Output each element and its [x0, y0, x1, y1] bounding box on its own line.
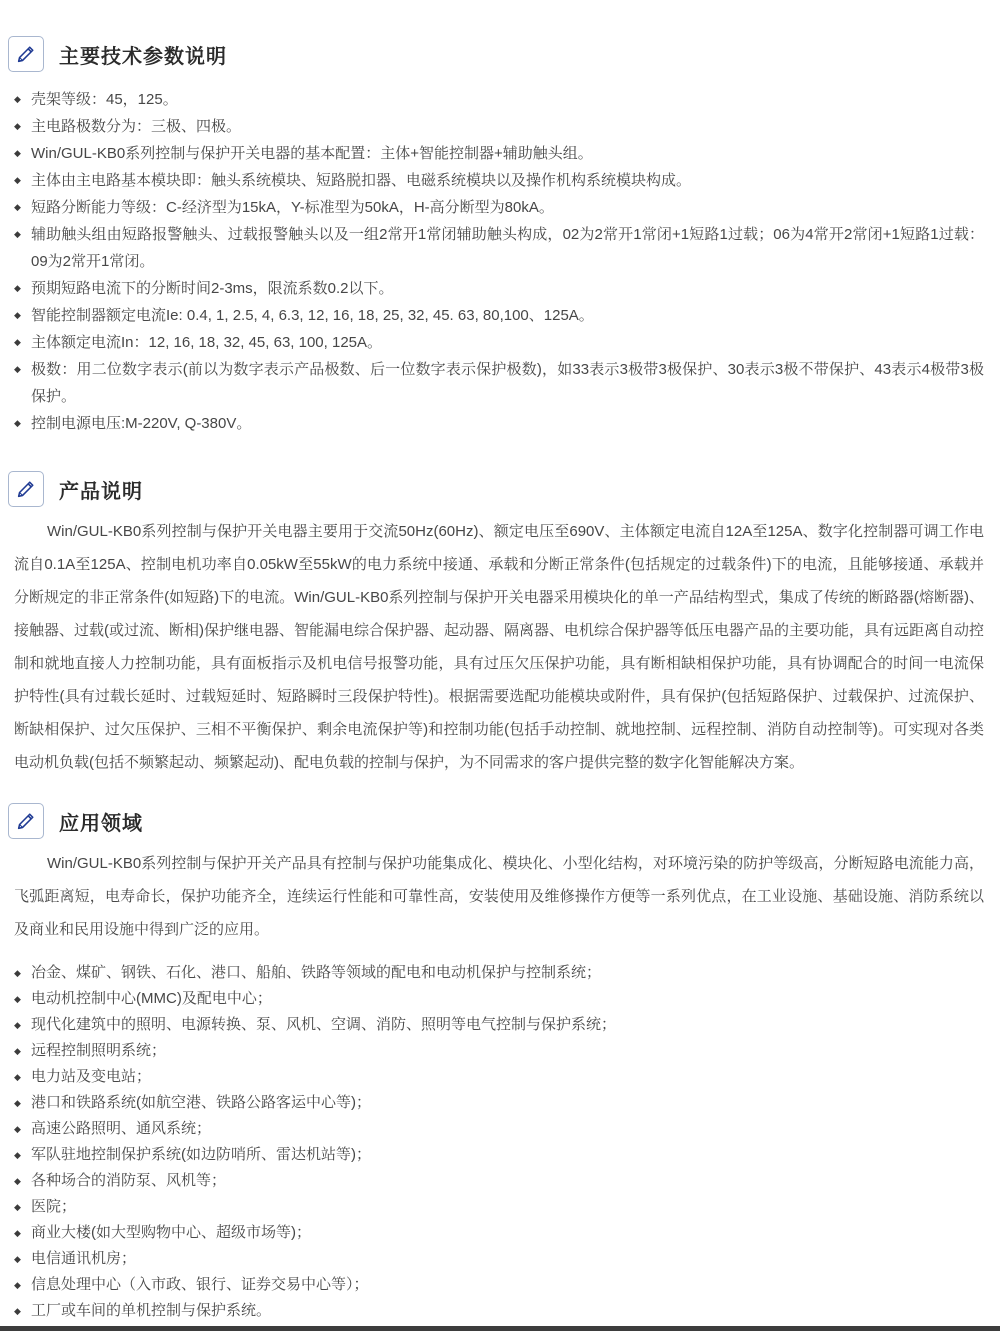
- diamond-bullet-icon: ◆: [14, 1280, 21, 1290]
- tech-params-list: [8, 86, 988, 437]
- bullet-text: 主体额定电流In：12, 16, 18, 32, 45, 63, 100, 125A。: [31, 334, 383, 351]
- list-item: [14, 221, 984, 275]
- diamond-bullet-icon: ◆: [14, 310, 21, 320]
- bullet-text: 军队驻地控制保护系统(如边防哨所、雷达机站等)；: [31, 1146, 371, 1163]
- bullet-text: 信息处理中心（入市政、银行、证券交易中心等）；: [31, 1276, 369, 1293]
- pencil-icon: [8, 36, 44, 72]
- bullet-text: 极数：用二位数字表示(前以为数字表示产品极数、后一位数字表示保护极数)，如33表示3极带3极保护、30表示3极不带保护、43表示4极带3极保护。: [31, 361, 984, 405]
- list-item: [14, 302, 984, 329]
- list-item: [14, 1038, 984, 1064]
- diamond-bullet-icon: ◆: [14, 148, 21, 158]
- list-item: [14, 960, 984, 986]
- bullet-text: 高速公路照明、通风系统；: [31, 1120, 212, 1137]
- list-item: [14, 329, 984, 356]
- list-item: [14, 194, 984, 221]
- diamond-bullet-icon: ◆: [14, 1046, 21, 1056]
- bullet-text: 预期短路电流下的分断时间2-3ms，限流系数0.2以下。: [31, 280, 394, 297]
- diamond-bullet-icon: ◆: [14, 1020, 21, 1030]
- list-item: [14, 86, 984, 113]
- bullet-text: 电动机控制中心(MMC)及配电中心；: [31, 990, 272, 1007]
- diamond-bullet-icon: ◆: [14, 1228, 21, 1238]
- diamond-bullet-icon: ◆: [14, 202, 21, 212]
- list-item: [14, 1064, 984, 1090]
- list-item: [14, 1090, 984, 1116]
- list-item: [14, 1272, 984, 1298]
- pencil-icon: [8, 803, 44, 839]
- list-item: [14, 140, 984, 167]
- application-intro-paragraph: Win/GUL-KB0系列控制与保护开关产品具有控制与保护功能集成化、模块化、小型化结构，对环境污染的防护等级高，分断短路电流能力高，飞弧距离短，电寿命长，保护功能齐全，连续运行性能和可靠性高，安装使用及维修操作方便等一系列优点，在工业设施、基础设施、消防系统以及商业和民用设施中得到广泛的应用。: [14, 855, 984, 938]
- diamond-bullet-icon: ◆: [14, 1306, 21, 1316]
- diamond-bullet-icon: ◆: [14, 121, 21, 131]
- section-title: 应用领域: [59, 812, 143, 835]
- diamond-bullet-icon: ◆: [14, 418, 21, 428]
- product-description-paragraph: Win/GUL-KB0系列控制与保护开关电器主要用于交流50Hz(60Hz)、额定电压至690V、主体额定电流自12A至125A、数字化控制器可调工作电流自0.1A至125A、控制电机功率自0.05kW至55kW的电力系统中接通、承载和分断正常条件(包括规定的过载条件)下的电流，且能够接通、承载并分断规定的非正常条件(如短路)下的电流。Win/GUL-KB0系列控制与保护开关电器采用模块化的单一产品结构型式，集成了传统的断路器(熔断器)、接触器、过载(或过流、断相)保护继电器、智能漏电综合保护器、起动器、隔离器、电机综合保护器等低压电器产品的主要功能，具有远距离自动控制和就地直接人力控制功能，具有面板指示及机电信号报警功能，具有过压欠压保护功能，具有断相缺相保护功能，具有协调配合的时间一电流保护特性(具有过载长延时、过载短延时、短路瞬时三段保护特性)。根据需要选配功能模块或附件，具有保护(包括短路保护、过载保护、过流保护、断缺相保护、过欠压保护、三相不平衡保护、剩余电流保护等)和控制功能(包括手动控制、就地控制、远程控制、消防自动控制等)。可实现对各类电动机负载(包括不频繁起动、频繁起动)、配电负载的控制与保护，为不同需求的客户提供完整的数字化智能解决方案。: [14, 523, 984, 771]
- diamond-bullet-icon: ◆: [14, 175, 21, 185]
- diamond-bullet-icon: ◆: [14, 1202, 21, 1212]
- bullet-text: 冶金、煤矿、钢铁、石化、港口、船舶、铁路等领域的配电和电动机保护与控制系统；: [31, 964, 602, 981]
- bullet-text: Win/GUL-KB0系列控制与保护开关电器的基本配置：主体+智能控制器+辅助触头组。: [31, 145, 593, 162]
- bullet-text: 港口和铁路系统(如航空港、铁路公路客运中心等)；: [31, 1094, 371, 1111]
- bullet-text: 各种场合的消防泵、风机等；: [31, 1172, 227, 1189]
- list-item: [14, 1220, 984, 1246]
- pencil-icon: [8, 471, 44, 507]
- bullet-text: 智能控制器额定电流Ie: 0.4, 1, 2.5, 4, 6.3, 12, 16, 18, 25, 32, 45. 63, 80,100、125A。: [31, 307, 594, 324]
- bullet-text: 电信通讯机房；: [31, 1250, 137, 1267]
- diamond-bullet-icon: ◆: [14, 994, 21, 1004]
- diamond-bullet-icon: ◆: [14, 1124, 21, 1134]
- list-item: [14, 1246, 984, 1272]
- list-item: [14, 167, 984, 194]
- section-header: [8, 36, 988, 72]
- list-item: [14, 1142, 984, 1168]
- bullet-text: 壳架等级：45，125。: [31, 91, 178, 108]
- bullet-text: 控制电源电压:M-220V, Q-380V。: [31, 415, 252, 432]
- diamond-bullet-icon: ◆: [14, 1150, 21, 1160]
- section-product-description: [8, 471, 988, 779]
- bullet-text: 主电路极数分为：三极、四极。: [31, 118, 242, 135]
- list-item: [14, 275, 984, 302]
- bullet-text: 医院；: [31, 1198, 77, 1215]
- section-header: [8, 471, 988, 507]
- bullet-text: 商业大楼(如大型购物中心、超级市场等)；: [31, 1224, 311, 1241]
- list-item: [14, 1012, 984, 1038]
- bullet-text: 短路分断能力等级：C-经济型为15kA，Y-标准型为50kA，H-高分断型为80kA。: [31, 199, 554, 216]
- diamond-bullet-icon: ◆: [14, 283, 21, 293]
- list-item: [14, 1116, 984, 1142]
- diamond-bullet-icon: ◆: [14, 1098, 21, 1108]
- bullet-text: 现代化建筑中的照明、电源转换、泵、风机、空调、消防、照明等电气控制与保护系统；: [31, 1016, 617, 1033]
- section-tech-params: [8, 36, 988, 437]
- list-item: [14, 1194, 984, 1220]
- section-application-fields: [8, 803, 988, 1324]
- diamond-bullet-icon: ◆: [14, 1254, 21, 1264]
- diamond-bullet-icon: ◆: [14, 968, 21, 978]
- list-item: [14, 1168, 984, 1194]
- section-title: 主要技术参数说明: [59, 45, 227, 68]
- diamond-bullet-icon: ◆: [14, 364, 21, 374]
- bullet-text: 工厂或车间的单机控制与保护系统。: [31, 1302, 272, 1319]
- diamond-bullet-icon: ◆: [14, 94, 21, 104]
- application-fields-list: [8, 960, 988, 1324]
- section-title: 产品说明: [59, 480, 143, 503]
- bullet-text: 远程控制照明系统；: [31, 1042, 167, 1059]
- bullet-text: 主体由主电路基本模块即：触头系统模块、短路脱扣器、电磁系统模块以及操作机构系统模块构成。: [31, 172, 692, 189]
- list-item: [14, 986, 984, 1012]
- list-item: [14, 1298, 984, 1324]
- list-item: [14, 356, 984, 410]
- diamond-bullet-icon: ◆: [14, 1072, 21, 1082]
- list-item: [14, 113, 984, 140]
- list-item: [14, 410, 984, 437]
- diamond-bullet-icon: ◆: [14, 229, 21, 239]
- diamond-bullet-icon: ◆: [14, 1176, 21, 1186]
- bullet-text: 辅助触头组由短路报警触头、过载报警触头以及一组2常开1常闭辅助触头构成，02为2常开1常闭+1短路1过载；06为4常开2常闭+1短路1过载：09为2常开1常闭。: [31, 226, 984, 270]
- page-bottom-bar: [0, 1326, 1000, 1331]
- section-header: [8, 803, 988, 839]
- diamond-bullet-icon: ◆: [14, 337, 21, 347]
- bullet-text: 电力站及变电站；: [31, 1068, 152, 1085]
